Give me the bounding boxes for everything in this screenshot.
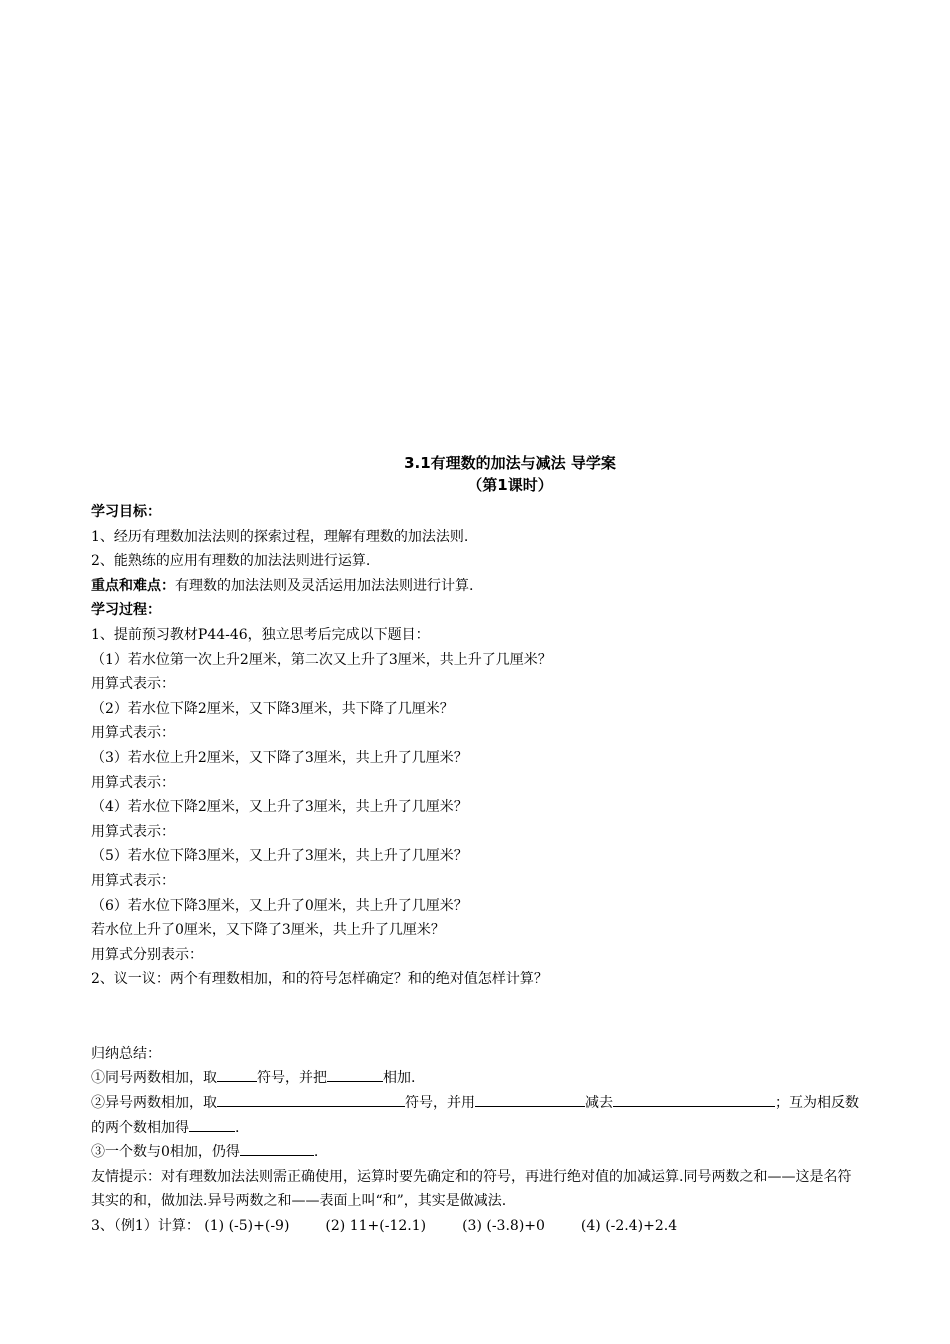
process-line: （1）若水位第一次上升2厘米，第二次又上升了3厘米，共上升了几厘米？ [91,651,552,668]
objective-item: 1、经历有理数加法法则的探索过程，理解有理数的加法法则. [91,528,469,545]
process-line: 1、提前预习教材P44-46，独立思考后完成以下题目： [91,626,430,643]
rule-text: ；互为相反数的两个数相加得 [91,1095,859,1136]
summary-rule-2 [91,1091,863,1140]
fill-blank[interactable] [327,1067,383,1082]
process-line: 用算式表示： [91,676,175,693]
rule-text: . [313,1144,319,1161]
example-item: (3) (-3.8)+0 [462,1218,545,1235]
rule-text: 相加. [383,1070,416,1087]
key-points [91,574,863,599]
rule-text: 符号，并用 [405,1095,475,1112]
fill-blank[interactable] [217,1092,405,1107]
process-line: 用算式表示： [91,823,175,840]
fill-blank[interactable] [217,1067,257,1082]
rule-text: ②异号两数相加，取 [91,1095,217,1112]
process-line: 2、议一议：两个有理数相加，和的符号怎样确定？和的绝对值怎样计算？ [91,971,548,988]
rule-text: . [235,1119,240,1136]
process-line: 用算式表示： [91,774,175,791]
process-line: 用算式表示： [91,872,175,889]
process-line: （5）若水位下降3厘米，又上升了3厘米，共上升了几厘米？ [91,848,468,865]
example-item: (2) 11+(-12.1) [325,1218,427,1235]
process-line: 用算式表示： [91,725,175,742]
summary-rule-3 [91,1140,863,1165]
document-subtitle: （第1课时） [467,476,553,494]
document-body [91,500,863,1239]
process-line: 用算式分别表示： [91,946,203,963]
rule-text: ①同号两数相加，取 [91,1070,217,1087]
answer-space [91,992,863,1042]
document-title: 3.1有理数的加法与减法 导学案 [404,454,616,472]
objectives-heading: 学习目标： [91,504,161,520]
process-line: 若水位上升了0厘米，又下降了3厘米，共上升了几厘米？ [91,922,445,939]
fill-blank[interactable] [240,1141,314,1156]
process-line: （2）若水位下降2厘米，又下降3厘米，共下降了几厘米？ [91,700,454,717]
key-points-label: 重点和难点： [91,577,175,594]
example-item: (4) (-2.4)+2.4 [580,1218,678,1235]
friendly-tip: 友情提示：对有理数加法法则需正确使用，运算时要先确定和的符号，再进行绝对值的加减运算.同号两数之和——这是名符其实的和，做加法.异号两数之和——表面上叫“和”，其实是做减法. [91,1168,852,1210]
objective-item: 2、能熟练的应用有理数的加法法则进行运算. [91,553,371,570]
example-label: 3、（例1）计算： [91,1218,200,1235]
fill-blank[interactable] [475,1092,585,1107]
example-item: (1) (-5)+(-9) [204,1218,290,1235]
summary-heading: 归纳总结： [91,1045,161,1062]
fill-blank[interactable] [613,1092,775,1107]
summary-rule-1 [91,1066,863,1091]
rule-text: ③一个数与0相加，仍得 [91,1144,240,1161]
example-line [91,1214,863,1239]
rule-text: 符号，并把 [257,1070,327,1087]
title-block [0,452,950,496]
rule-text: 减去 [585,1095,613,1112]
process-line: （4）若水位下降2厘米，又上升了3厘米，共上升了几厘米？ [91,799,468,816]
key-points-text: 有理数的加法法则及灵活运用加法法则进行计算. [175,577,474,594]
fill-blank[interactable] [189,1117,235,1132]
process-line: （6）若水位下降3厘米，又上升了0厘米，共上升了几厘米？ [91,897,468,914]
process-line: （3）若水位上升2厘米，又下降了3厘米，共上升了几厘米？ [91,749,468,766]
process-heading: 学习过程： [91,602,161,619]
